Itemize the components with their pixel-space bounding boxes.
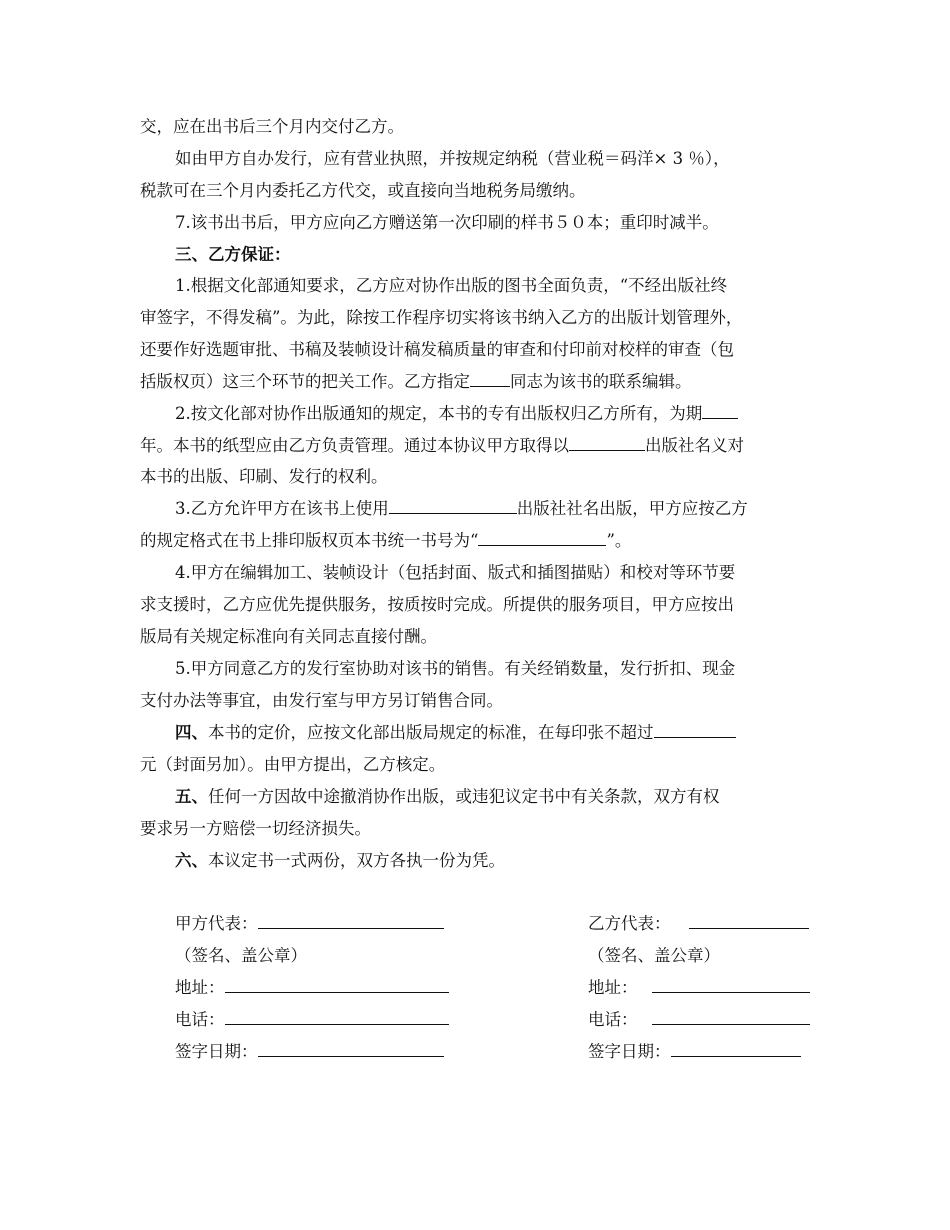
text-line xyxy=(175,787,720,807)
signature-line xyxy=(671,1042,801,1057)
field-label: 签字日期： xyxy=(588,1042,671,1061)
section-heading: 六、 xyxy=(175,851,208,870)
text-line xyxy=(175,499,748,519)
text-line xyxy=(140,436,744,456)
blank-field xyxy=(470,372,510,387)
party-a-representative xyxy=(175,914,444,934)
text-segment: 年。本书的纸型应由乙方负责管理。通过本协议甲方取得以 xyxy=(140,436,569,455)
party-b-address xyxy=(588,978,810,998)
field-label: 乙方代表： xyxy=(588,914,671,933)
signature-line xyxy=(258,914,444,929)
signature-line xyxy=(689,914,809,929)
text-line xyxy=(140,372,692,392)
party-a-phone xyxy=(175,1010,449,1030)
text-segment: 本书的定价，应按文化部出版局规定的标准，在每印张不超过 xyxy=(208,723,654,742)
party-a-seal-note: （签名、盖公章） xyxy=(175,946,307,965)
text-segment: ”。 xyxy=(606,531,632,550)
signature-line xyxy=(258,1042,444,1057)
text-line: 支付办法等事宜，由发行室与甲方另订销售合同。 xyxy=(140,691,503,710)
party-b-phone xyxy=(588,1010,810,1030)
field-label: 电话： xyxy=(175,1010,225,1029)
party-a-date xyxy=(175,1042,444,1062)
text-segment: 任何一方因故中途撤消协作出版，或违犯议定书中有关条款，双方有权 xyxy=(208,787,720,806)
blank-field xyxy=(654,723,736,738)
text-line: 版局有关规定标准向有关同志直接付酬。 xyxy=(140,627,437,646)
field-label: 电话： xyxy=(588,1010,638,1029)
signature-line xyxy=(652,1010,810,1025)
text-line: 求支援时，乙方应优先提供服务，按质按时完成。所提供的服务项目，甲方应按出 xyxy=(140,595,734,614)
text-line: 4.甲方在编辑加工、装帧设计（包括封面、版式和插图描贴）和校对等环节要 xyxy=(175,563,736,582)
text-line: 如由甲方自办发行，应有营业执照，并按规定纳税（营业税＝码洋× 3 ％）， xyxy=(175,149,730,168)
field-label: 地址： xyxy=(175,978,225,997)
section-heading: 四、 xyxy=(175,723,208,742)
text-segment: 的规定格式在书上排印版权页本书统一书号为“ xyxy=(140,531,479,550)
text-segment: 本议定书一式两份，双方各执一份为凭。 xyxy=(208,851,505,870)
party-b-representative xyxy=(588,914,809,934)
signature-line xyxy=(225,1010,449,1025)
text-line: 税款可在三个月内委托乙方代交，或直接向当地税务局缴纳。 xyxy=(140,181,586,200)
text-line xyxy=(175,851,505,871)
text-line: 审签字，不得发稿”。为此，除按工作程序切实将该书纳入乙方的出版计划管理外， xyxy=(140,308,743,327)
text-line: 7.该书出书后，甲方应向乙方赠送第一次印刷的样书５０本；重印时减半。 xyxy=(175,213,719,232)
text-line: 还要作好选题审批、书稿及装帧设计稿发稿质量的审查和付印前对校样的审查（包 xyxy=(140,340,734,359)
blank-field xyxy=(389,499,517,514)
text-segment: 括版权页）这三个环节的把关工作。乙方指定 xyxy=(140,372,470,391)
field-label: 签字日期： xyxy=(175,1042,258,1061)
section-heading: 五、 xyxy=(175,787,208,806)
field-label: 甲方代表： xyxy=(175,914,258,933)
signature-line xyxy=(652,978,810,993)
text-line xyxy=(175,404,738,424)
text-line: 交，应在出书后三个月内交付乙方。 xyxy=(140,117,404,136)
blank-field xyxy=(702,404,738,419)
text-line: 5.甲方同意乙方的发行室协助对该书的销售。有关经销数量，发行折扣、现金 xyxy=(175,659,736,678)
text-segment: 出版社社名出版，甲方应按乙方 xyxy=(516,499,748,518)
text-segment: 2.按文化部对协作出版通知的规定，本书的专有出版权归乙方所有，为期 xyxy=(175,404,703,423)
party-b-seal-note: （签名、盖公章） xyxy=(588,946,720,965)
text-segment: 出版社名义对 xyxy=(645,436,744,455)
section-heading: 三、乙方保证： xyxy=(175,245,291,264)
blank-field xyxy=(478,531,606,546)
text-line xyxy=(175,723,736,743)
text-line: 1.根据文化部通知要求，乙方应对协作出版的图书全面负责，“不经出版社终 xyxy=(175,276,728,295)
party-a-address xyxy=(175,978,449,998)
text-line: 要求另一方赔偿一切经济损失。 xyxy=(140,819,371,838)
text-line: 本书的出版、印刷、发行的权利。 xyxy=(140,467,388,486)
text-line: 元（封面另加）。由甲方提出，乙方核定。 xyxy=(140,755,446,774)
signature-line xyxy=(225,978,449,993)
text-segment: 3.乙方允许甲方在该书上使用 xyxy=(175,499,389,518)
blank-field xyxy=(569,436,645,451)
text-line xyxy=(140,531,631,551)
text-segment: 同志为该书的联系编辑。 xyxy=(510,372,692,391)
party-b-date xyxy=(588,1042,801,1062)
field-label: 地址： xyxy=(588,978,638,997)
